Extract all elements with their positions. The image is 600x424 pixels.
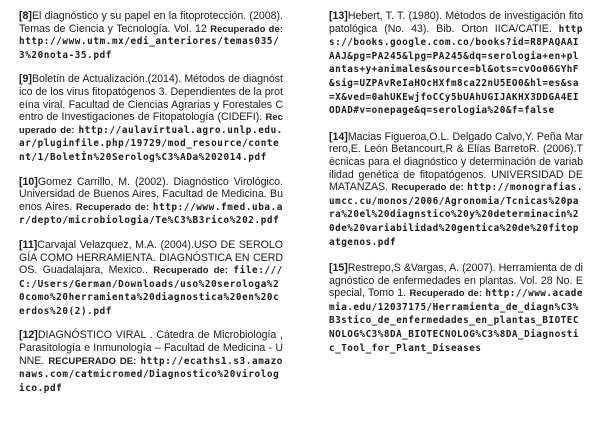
reference-10 bbox=[19, 176, 283, 228]
reference-text: Gomez Carrillo, M. (2002). Diagnóstico Virológico. Universidad de Buenos Aires, Facultad de Medicina. Buenos Aires. bbox=[19, 175, 283, 213]
references-column-left bbox=[19, 10, 283, 406]
reference-text: DIAGNÓSTICO VIRAL . Cátedra de Microbiología , Parasitología e Inmunología – Facultad de Medicina - UNNE. bbox=[19, 329, 283, 367]
reference-text: Boletín de Actualización.(2014). Métodos de diagnóstico de los virus fitopatógenos 3. Dependientes de la proteína viral. Facultad de Ciencias Agrarias y Forestales Centro de Investigaciones de Fitopatología (CIDEFI). bbox=[19, 73, 283, 124]
reference-text: Carvajal Velazquez, M.A. (2004).USO DE SEROLOGÍA COMO HERRAMIENTA. DIAGNÓSTICA EN CERDOS. Guadalajara, Mexico.. bbox=[19, 238, 283, 277]
reference-url-link[interactable]: file:///C:/Users/German/Downloads/uso%20serologa%20como%20herramienta%20diagnostica%20en%20cerdos%20(2).pdf bbox=[19, 265, 283, 317]
reference-number: [11] bbox=[19, 238, 38, 251]
reference-number: [10] bbox=[19, 175, 38, 188]
references-column-right bbox=[329, 10, 583, 368]
reference-url-link[interactable]: http://monografias.umcc.cu/monos/2006/Agronomia/Tcnicas%20para%20el%20diagnstico%20y%20determinacin%20de%20variabilidad%20gentica%20de%20fitopatgenos.pdf bbox=[329, 182, 583, 248]
reference-8 bbox=[19, 10, 283, 62]
reference-9 bbox=[19, 73, 283, 164]
reference-text: Hebert, T. T. (1980). Métodos de investigación fitopatológica (No. 43). Bib. Orton IICA/CATIE. bbox=[329, 10, 583, 35]
recuperado-label: Recuperado de: bbox=[76, 200, 150, 212]
reference-11 bbox=[19, 239, 283, 319]
reference-url-link[interactable]: http://ecaths1.s3.amazonaws.com/catmicromed/Diagnostico%20virologico.pdf bbox=[19, 355, 283, 394]
reference-url-link[interactable]: http://aulavirtual.agro.unlp.edu.ar/pluginfile.php/19729/mod_resource/content/1/BoletÍn%20Serolog%C3%ADa%202014.pdf bbox=[19, 124, 283, 163]
reference-number: [13] bbox=[329, 10, 348, 22]
recuperado-label: Recuperado de: bbox=[210, 22, 283, 34]
recuperado-label: Recuperado de: bbox=[153, 264, 229, 276]
reference-url-link[interactable]: http://www.fmed.uba.ar/depto/microbiologia/Te%C3%B3rico%202.pdf bbox=[19, 201, 283, 227]
reference-url-link[interactable]: http://www.academia.edu/12037175/Herramienta_de_diagn%C3%B3stico_de_enfermedades_en_plantas_BIOTECNOLOG%C3%8DA_BIOTECNOLOG%C3%8DA_Diagnostic_Tool_for_Plant_Diseases bbox=[329, 288, 583, 354]
reference-url-link[interactable]: http://www.utm.mx/edi_anteriores/temas035/3%20nota-35.pdf bbox=[19, 36, 280, 61]
recuperado-label: Recuperado de: bbox=[409, 287, 483, 299]
reference-text: Restrepo,S &Vargas, A. (2007). Herramienta de diagnóstico de enfermedades en plantas. Vol. 28 No. Especial, Tomo 1. bbox=[329, 262, 583, 300]
reference-number: [15] bbox=[329, 262, 348, 275]
reference-number: [14] bbox=[329, 130, 348, 143]
reference-14 bbox=[329, 131, 583, 249]
recuperado-label: Recuperado de: bbox=[391, 181, 464, 193]
reference-number: [9] bbox=[19, 73, 32, 86]
reference-13 bbox=[329, 10, 583, 118]
reference-15 bbox=[329, 262, 583, 355]
reference-number: [8] bbox=[19, 10, 32, 22]
reference-number: [12] bbox=[19, 329, 38, 342]
reference-text: El diagnóstico y su papel en la fitoprotección. (2008). Temas de Ciencia y Tecnología. Vol. 12 bbox=[19, 10, 283, 35]
reference-text: Macias Figueroa,O.L. Delgado Calvo,Y. Peña Marrero,E. León Betancourt,R & Elías BarretoR. (2006).Técnicas para el diagnóstico y determinación de variabilidad genética de fitopatógenos. UNIVERSIDAD DE MATANZAS. bbox=[329, 130, 583, 194]
reference-12 bbox=[19, 329, 283, 395]
recuperado-label: Recuperado de: bbox=[19, 111, 283, 135]
recuperado-label: RECUPERADO DE: bbox=[48, 354, 137, 366]
reference-url-link[interactable]: https://books.google.com.co/books?id=R8PAQAAIAAJ&pg=PA245&lpg=PA245&dq=serologia+en+plantas+y+animales&source=bl&ots=cvOo06GYhF&sig=UZPAvReIaHOcHXfm8ca22nU5EO0&hl=es&sa=X&ved=0ahUKEwjfoCCy5bUAhUGIJAKHX3DDGA4EIODAD#v=onepage&q=serologia%20&f=false bbox=[329, 23, 583, 117]
